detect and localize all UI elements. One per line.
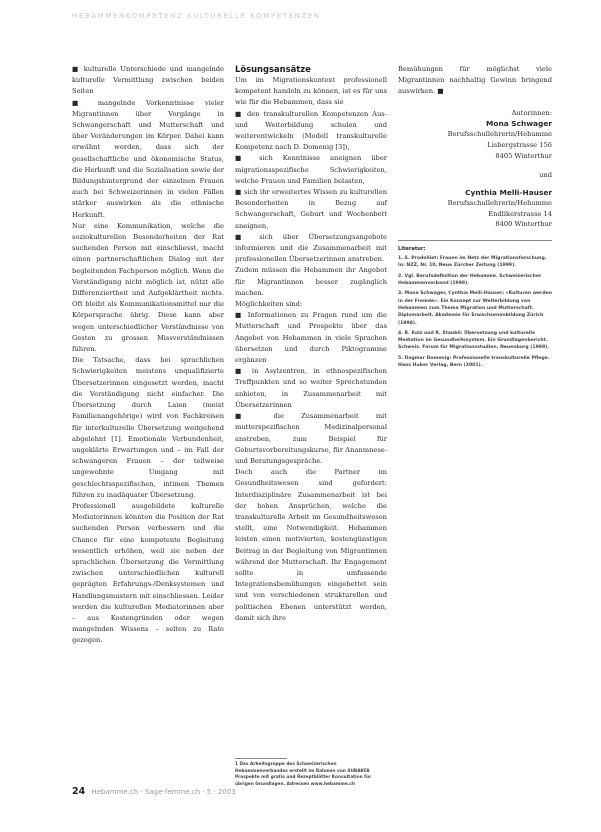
paragraph: ■ kulturelle Unterschiede und mangelnde kulturelle Vermittlung zwischen beiden Seiten (72, 65, 224, 96)
author-name: Cynthia Melli-Hauser (465, 187, 552, 197)
footnote-rule (235, 758, 287, 759)
paragraph: Möglichkeiten sind: (235, 300, 303, 309)
list-item: ■ die Zusammenarbeit mit mutterspezifischen Medizinalpersonal anstreben, zum Beispiel für Geburtsvorbereitungskurse, für Ananmnese- und Beratungsgespräche. (235, 412, 387, 465)
running-head: HEBAMMENKOMPETENZ KULTURELLE KOMPETENZEN (72, 12, 321, 20)
list-item: ■ in Asylzentren, in ethnospezifischen Treffpunkten und so weiter Sprechstunden anbieten, in Zusammenarbeit mit Übersetzerinnen (235, 367, 387, 409)
literature-item: 4. R. Kolz und R. Staubli: Übersetzung und kulturelle Mediation im Gesundheitssystem. Ein Grundlagenbericht. Schweiz. Forum für Migrationsstudien, Neuenburg (1998). (398, 330, 549, 351)
literature-item: 5. Dagmar Domenig: Professionelle transkulturelle Pflege. Hans Huber Verlag, Bern (2001). (398, 355, 550, 369)
paragraph: Nur eine Kommunikation, welche die soziokulturellen Besonderheiten der Rat suchenden Person mit einschliesst, macht einen partnerschaftlichen Dialog mit der begleitenden Fachperson möglich. Wenn die Verständigung nicht möglich ist, nützt alle Differenziertheit und Aufgeklärtheit nichts. Oft bleibt als Kommunikationsmittel nur die Körpersprache übrig. Diese kann aber wegen unterschiedlicher Verständnisse von Gesten zu grossen Missverständnissen führen. (72, 221, 224, 354)
author-address-line: Berufsschullehrerin/Hebamme (447, 130, 552, 139)
page-number: 24 (72, 786, 86, 797)
author-address-line: Endlikerstrasse 14 (488, 209, 552, 218)
literature-heading: Literatur: (398, 246, 426, 253)
paragraph: Doch auch die Partner im Gesundheitswesen sind gefordert: Interdisziplinäre Zusammenarbeit ist bei der hohen Ansprüchen, welche die transkulturelle Arbeit im Gesundheitswesen stellt, eine Notwendigkeit. Hebammen leisten einen motivierten, kostengünstigen Beitrag in der Begleitung von Migrantinnen während der Mutterschaft. Ihr Engagement sollte in umfassende Integrationsbemühungen eingebettet sein und von verschiedenen strukturellen und politischen Ebenen unterstützt werden, damit sich ihre (235, 468, 387, 622)
footnote: 1 Das Arbeitsgruppe des Schweizerischen Hebammenverbandes erstellt im Rahmen von SUBAKFA Prospekte mit gratis und Rezeptblätter Konsultation für übrigen Grundlagen. Adressen www.hebamme.ch (235, 762, 372, 787)
divider (398, 240, 552, 241)
literature-item: 2. Vgl. Berufsdefinition der Hebamme. Schweizerischer Hebammenverband (1998). (398, 273, 542, 287)
authors-label: Autorinnen: (511, 108, 552, 117)
paragraph: Die Tatsache, dass bei sprachlichen Schwierigkeiten meistens unqualifizierte Übersetzerinnen eingesetzt werden, macht die Verständigung nicht einfacher. Die Übersetzung durch Laien (meist Familienangehörige) wird von Fachkreisen für interkulturelle Übersetzung weitgehend abgelehnt [1]. Emotionale Verbundenheit, ungeklärte Erwartungen und – im Fall der schwangeren Frauen – der teilweise ungewohnte Umgang mit geschlechtsspezifischen, intimen Themen führen zu inadäquater Übersetzung. (72, 356, 224, 499)
column-middle (235, 64, 387, 624)
author-address-line: 8405 Winterthur (495, 152, 552, 160)
author-name: Mona Schwager (486, 119, 552, 129)
list-item: ■ sich Kenntnisse aneignen über migrationsspezifische Schwierigkeiten, welche Frauen und Familien belasten, (235, 154, 387, 185)
paragraph: ■ mangelnde Vorkenntnisse vieler Migrantinnen über Vorgänge in Schwangerschaft und Mutterschaft und über Veränderungen im Körper. Dabei kann erwähnt werden, dass sich der gesellschaftliche und ökonomische Status, die Herkunft und die Sozialisation sowie der Bildungshintergrund der einzelnen Frauen auch bei Schweizerinnen in vielen Fällen stärker auswirken als die ethnische Herkunft. (72, 98, 224, 219)
page-footer (72, 786, 236, 797)
journal-name: Hebamme.ch · Sage-femme.ch · 5 · 2003 (91, 788, 236, 796)
list-item: ■ sich über Übersetzungsangebote informieren und die Zusammenarbeit mit professionellen Übersetzerinnen anstreben. (235, 232, 387, 264)
paragraph: Um im Migrationskontext professionell kompetent handeln zu können, ist es für uns wie für die Hebammen, dass sie (235, 76, 387, 107)
paragraph: Bemühungen für möglichst viele Migrantinnen nachhaltig Gewinn bringend auswirken. ■ (398, 65, 552, 96)
author-address-line: Lisbergstrasse 156 (487, 141, 552, 150)
literature-item: 1. S. Prodolliet: Frauen im Netz der Migrationsforschung. In: NZZ, Nr. 10, Neue Zürcher Zeitung (1999). (398, 256, 547, 269)
and-text: und (539, 170, 552, 179)
list-item: ■ den transkulturellen Kompetenzen Aus- und Weiterbildung schulen und weiterentwickeln (Modell transkulturelle Kompetenz nach D. Domenig [3]), (235, 109, 387, 152)
list-item: ■ Informationen zu Fragen rund um die Mutterschaft und Prospekte über das Angebot von Hebammen in viele Sprachen übersetzen und durch Piktogramme ergänzen (235, 311, 387, 365)
author-address-line: Berufsschullehrerin/Hebamme (447, 198, 552, 207)
column-right (398, 64, 552, 372)
paragraph: Professionell ausgebildete kulturelle Mediatorinnen könnten die Position der Rat suchenden Person verbessern und die Chance für eine kompetente Begleitung wesentlich erhöhen, weil sie neben der sprachlichen Übersetzung die Vermittlung zwischen unterschiedlichen kulturell geprägten Erfahrungs-/Denksystemen und Handlungsmustern mit einschliessen. Leider werden die kulturellen Mediatorinnen aber – aus Kostengründen oder wegen mangelnden Wissens – selten zu Rate gezogen. (72, 501, 224, 645)
literature-item: 3. Mona Schwager, Cynthia Melli-Hauser: «Kulturen werden in der Fremde». Ein Konzept zur Weiterbildung von Hebammen zum Thema Migration und Mutterschaft. Diplomarbeit. Akademie für Erwachsenenbildung Zürich (1998). (398, 291, 552, 326)
author-address-line: 8400 Winterthur (495, 220, 552, 229)
column-left (72, 64, 224, 647)
section-heading: Lösungsansätze (235, 64, 311, 74)
paragraph: Zudem müssen die Hebammen ihr Angebot für Migrantinnen besser zugänglich machen. (235, 266, 387, 297)
list-item: ■ sich ihr erweitertes Wissen zu kulturellen Besonderheiten in Bezug auf Schwangerschaft, Geburt und Wochenbett aneignen, (235, 188, 387, 230)
